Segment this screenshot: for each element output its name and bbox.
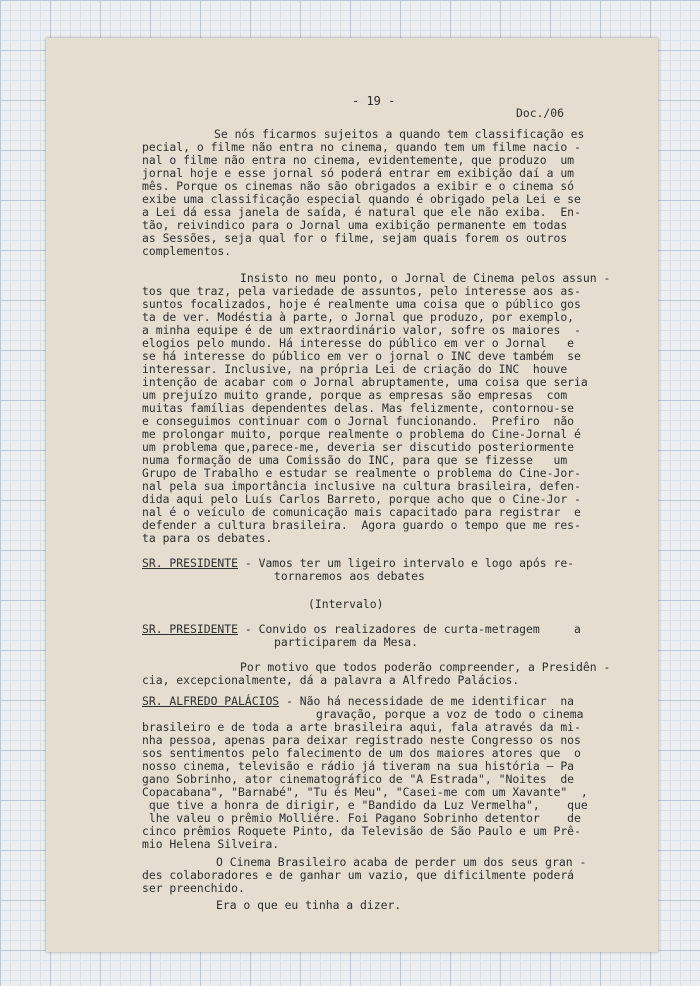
- paragraph-line: tos que traz, pela variedade de assuntos, pelo interesse aos as-: [142, 284, 581, 298]
- speech-line: brasileiro e de toda a arte brasileira aqui, fala através da mi-: [142, 720, 581, 734]
- page-number: - 19 -: [352, 94, 396, 108]
- speech-line: - Convido os realizadores de curta-metragem a: [238, 622, 581, 636]
- paragraph-line: Insisto no meu ponto, o Jornal de Cinema pelos assun -: [240, 271, 611, 285]
- paragraph-line: um prejuízo muito grande, porque as empresas são empresas com: [142, 388, 568, 402]
- paragraph-line: intenção de acabar com o Jornal abruptamente, uma coisa que seria: [142, 375, 588, 389]
- paragraph-line: nal é o veículo de comunicação mais capacitado para registrar e: [142, 505, 581, 519]
- paragraph-line: a minha equipe é de um extraordinário valor, sofre os maiores -: [142, 323, 581, 337]
- paragraph-line: nal o filme não entra no cinema, evidentemente, que produzo um: [142, 153, 575, 167]
- paragraph-line: ser preenchido.: [142, 881, 245, 895]
- speech-line: mio Helena Silveira.: [142, 837, 280, 851]
- speech-line: lhe valeu o prêmio Molliére. Foi Pagano Sobrinho detentor de: [142, 811, 581, 825]
- speech-line: cinco prêmios Roquete Pinto, da Televisão de São Paulo e um Prê-: [142, 824, 581, 838]
- paragraph-line: Por motivo que todos poderão compreender, a Presidên -: [240, 660, 611, 674]
- speech-line: nosso cinema, televisão e rádio já tiveram na sua história — Pa: [142, 759, 575, 773]
- paragraph-line: a Lei dá essa janela de saída, é natural que ele não exiba. En-: [142, 205, 581, 219]
- doc-reference: Doc./06: [516, 106, 565, 120]
- paragraph-line: cia, excepcionalmente, dá a palavra a Alfredo Palácios.: [142, 673, 520, 687]
- paragraph-line: ta para os debates.: [142, 531, 273, 545]
- speech-line: nha pessoa, apenas para deixar registrado neste Congresso os nos: [142, 733, 581, 747]
- paragraph-line: Se nós ficarmos sujeitos a quando tem classificação es: [214, 127, 585, 141]
- paragraph-line: suntos focalizados, hoje é realmente uma coisa que o público gos: [142, 297, 581, 311]
- speaker-name: SR. PRESIDENTE: [142, 622, 239, 636]
- paragraph-line: me prolongar muito, porque realmente o problema do Cine-Jornal é: [142, 427, 581, 441]
- paragraph-line: muitas famílias dependentes delas. Mas felizmente, contornou-se: [142, 401, 575, 415]
- paragraph-line: e conseguimos continuar com o Jornal funcionando. Prefiro não: [142, 414, 575, 428]
- paragraph-line: exibe uma classificação especial quando é obrigado pela Lei e se: [142, 192, 581, 206]
- paragraph-line: interessar. Inclusive, na própria Lei de criação do INC houve: [142, 362, 568, 376]
- document-page: [46, 38, 658, 952]
- typed-text: [46, 38, 658, 952]
- paragraph-line: jornal hoje e esse jornal só poderá entrar em exibição daí a um: [142, 166, 575, 180]
- paragraph-line: des colaboradores e de ganhar um vazio, que dificilmente poderá: [142, 868, 575, 882]
- speech-line: participarem da Mesa.: [274, 635, 419, 649]
- speaker-name: SR. PRESIDENTE: [142, 556, 239, 570]
- speech-line: Copacabana", "Barnabé", "Tu és Meu", "Casei-me com um Xavante" ,: [142, 785, 588, 799]
- paragraph-line: ta de ver. Modéstia à parte, o Jornal que produzo, por exemplo,: [142, 310, 575, 324]
- paragraph-line: se há interesse do público em ver o jornal o INC deve também se: [142, 349, 581, 363]
- paragraph-line: dida aqui pelo Luís Carlos Barreto, porque acho que o Cine-Jor -: [142, 492, 581, 506]
- paragraph-line: nal pela sua importância inclusive na cultura brasileira, defen-: [142, 479, 581, 493]
- paragraph-line: defender a cultura brasileira. Agora guardo o tempo que me res-: [142, 518, 581, 532]
- speech-line: - Não há necessidade de me identificar na: [279, 694, 575, 708]
- paragraph-line: elogios pelo mundo. Há interesse do público em ver o Jornal e: [142, 336, 575, 350]
- paragraph-line: numa formação de uma Comissão do INC, para que se fizesse um: [142, 453, 568, 467]
- paragraph-line: tão, reivindico para o Jornal uma exibição permanente em todas: [142, 218, 568, 232]
- speech-line: sos sentimentos pelo falecimento de um dos maiores atores que o: [142, 746, 581, 760]
- paragraph-line: as Sessões, seja qual for o filme, sejam quais forem os outros: [142, 231, 568, 245]
- paragraph-line: Era o que eu tinha a dizer.: [216, 898, 402, 912]
- paragraph-line: O Cinema Brasileiro acaba de perder um dos seus gran -: [216, 855, 587, 869]
- paragraph-line: mês. Porque os cinemas não são obrigados a exibir e o cinema só: [142, 179, 575, 193]
- speech-line: tornaremos aos debates: [274, 569, 425, 583]
- paragraph-line: complementos.: [142, 244, 232, 258]
- speech-line: - Vamos ter um ligeiro intervalo e logo após re-: [238, 556, 575, 570]
- speech-line: que tive a honra de dirigir, e "Bandido da Luz Vermelha", que: [142, 798, 588, 812]
- paragraph-line: um problema que,parece-me, deveria ser discutido posteriormente: [142, 440, 575, 454]
- paragraph-line: Grupo de Trabalho e estudar se realmente o problema do Cine-Jor-: [142, 466, 581, 480]
- speech-line: gano Sobrinho, ator cinematográfico de "A Estrada", "Noites de: [142, 772, 575, 786]
- paragraph-line: pecial, o filme não entra no cinema, quando tem um filme nacio -: [142, 140, 581, 154]
- intervalo-note: (Intervalo): [308, 597, 384, 611]
- speech-line: gravação, porque a voz de todo o cinema: [316, 707, 584, 721]
- speaker-name: SR. ALFREDO PALÁCIOS: [142, 694, 280, 708]
